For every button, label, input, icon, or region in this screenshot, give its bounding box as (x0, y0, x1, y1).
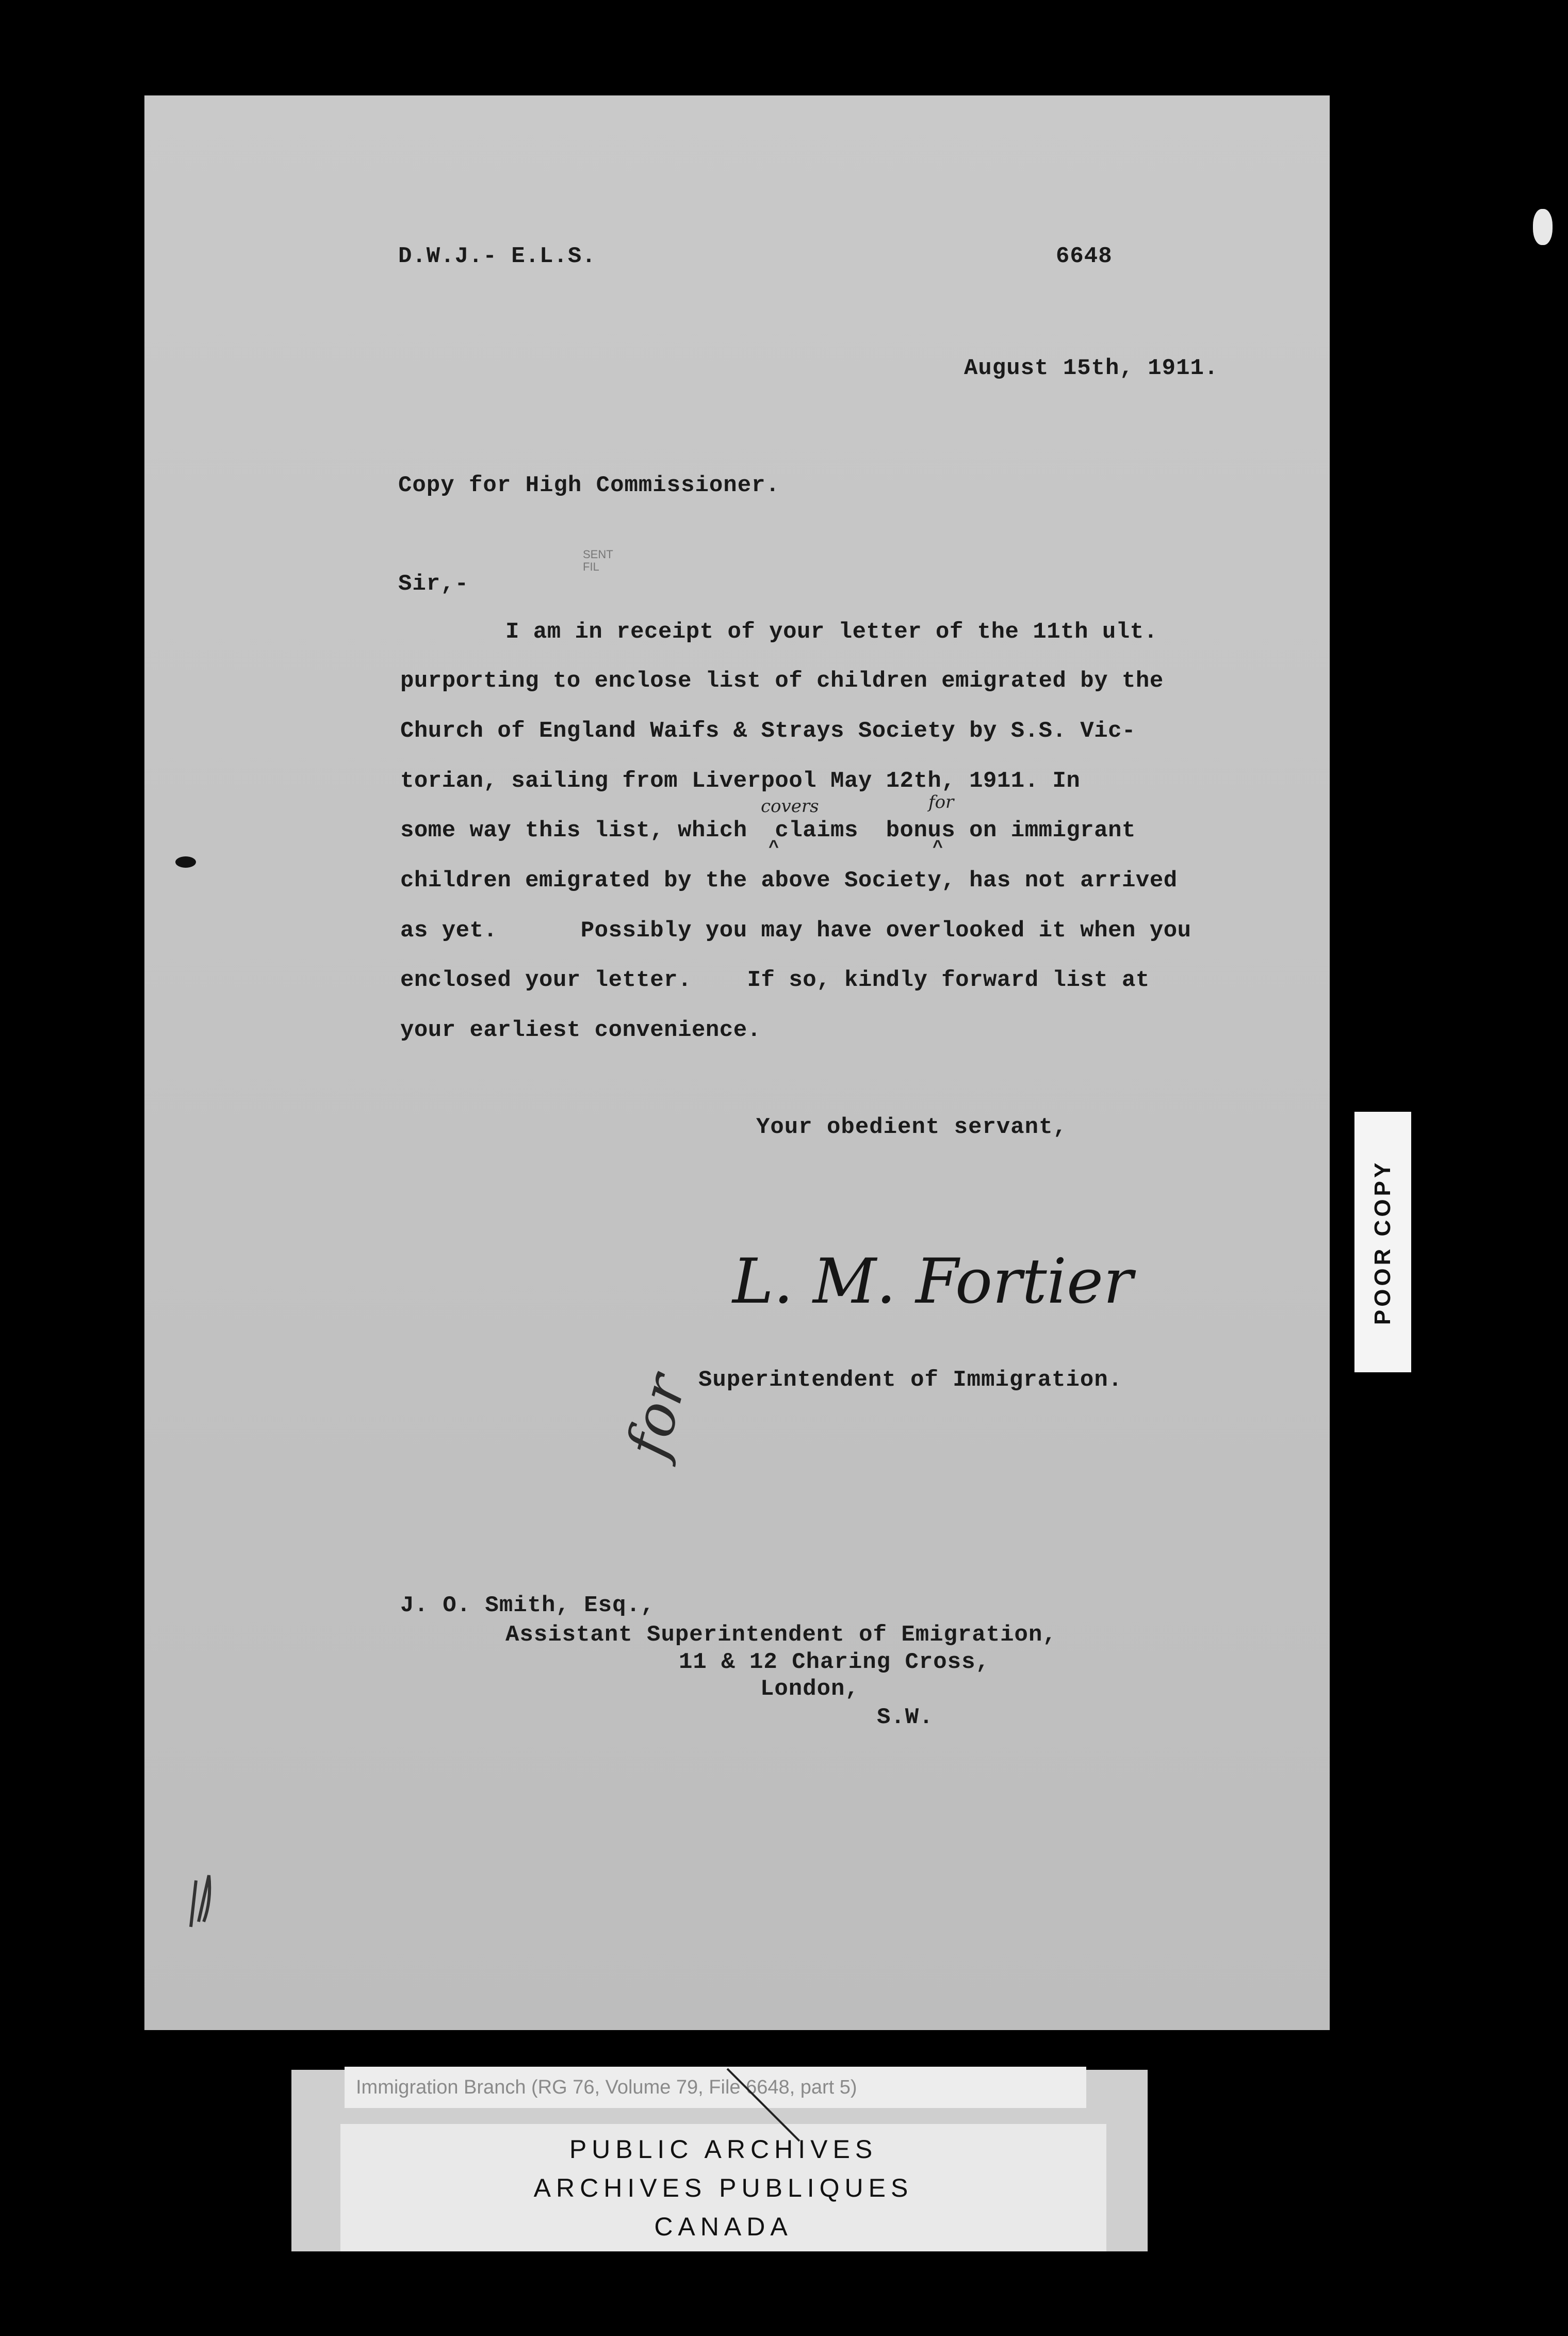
page-corner-mark (181, 1860, 227, 1937)
body-line: your earliest convenience. (400, 1017, 761, 1043)
addressee-title: Assistant Superintendent of Emigration, (505, 1622, 1057, 1648)
archives-line: ARCHIVES PUBLIQUES (533, 2173, 913, 2202)
body-line: enclosed your letter. If so, kindly forward list at (400, 967, 1150, 993)
file-number: 6648 (1056, 244, 1113, 269)
body-line: some way this list, which claims bonus on immigrant (400, 818, 1136, 843)
edge-mark (1533, 209, 1553, 245)
handwritten-insertion: covers (761, 796, 819, 817)
addressee-district: S.W. (877, 1705, 934, 1730)
addressee-street: 11 & 12 Charing Cross, (679, 1649, 990, 1675)
copy-note: Copy for High Commissioner. (398, 473, 780, 498)
body-line: children emigrated by the above Society, has not arrived (400, 868, 1178, 894)
reference-initials: D.W.J.- E.L.S. (398, 244, 596, 269)
body-line: Church of England Waifs & Strays Society by S.S. Vic- (400, 718, 1136, 744)
body-line: purporting to enclose list of children emigrated by the (400, 668, 1164, 694)
handwritten-for (614, 1367, 699, 1499)
signature-title: Superintendent of Immigration. (698, 1367, 1123, 1393)
closing: Your obedient servant, (756, 1114, 1067, 1140)
reference-label: Immigration Branch (RG 76, Volume 79, File 6648, part 5) (345, 2067, 1086, 2108)
archives-line: PUBLIC ARCHIVES (569, 2135, 878, 2164)
salutation: Sir,- (398, 571, 469, 597)
archives-line: CANADA (654, 2212, 793, 2241)
body-line: I am in receipt of your letter of the 11th ult. (505, 619, 1158, 645)
letter-page (144, 95, 1330, 2030)
body-line: torian, sailing from Liverpool May 12th, 1911. In (400, 768, 1081, 794)
signature (727, 1230, 1133, 1328)
body-line: as yet. Possibly you may have overlooked it when you (400, 918, 1191, 944)
label-pen-stroke (722, 2064, 825, 2146)
insertion-caret: ^ (769, 838, 779, 858)
svg-text:for: for (614, 1367, 699, 1465)
svg-text:L. M. Fortier: L. M. Fortier (732, 1246, 1133, 1318)
handwritten-insertion: for (928, 792, 954, 813)
addressee-city: London, (760, 1676, 859, 1702)
letter-date: August 15th, 1911. (964, 355, 1219, 381)
addressee-name: J. O. Smith, Esq., (400, 1593, 655, 1618)
sent-stamp: SENT FIL (583, 548, 613, 574)
insertion-caret: ^ (933, 838, 943, 858)
ink-speck (175, 856, 196, 868)
poor-copy-label: POOR COPY (1354, 1112, 1411, 1372)
